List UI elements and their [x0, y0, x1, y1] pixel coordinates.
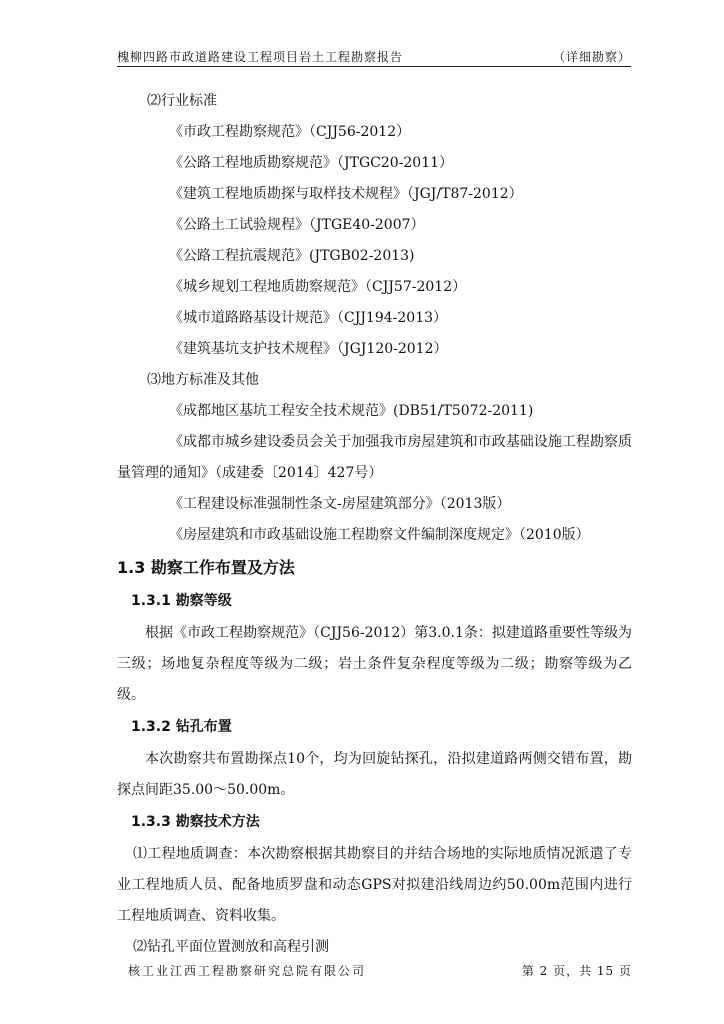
paragraph — [117, 839, 632, 932]
section-heading: ⑵行业标准 — [147, 93, 217, 109]
list-item: 《城乡规划工程地质勘察规范》（CJJ57-2012） — [169, 279, 467, 295]
section-heading: ⑶地方标准及其他 — [147, 372, 259, 388]
list-item: 《城市道路路基设计规范》（CJJ194-2013） — [169, 310, 448, 326]
paragraph — [117, 744, 632, 806]
subsection-title: 1.3.1 勘察等级 — [131, 593, 232, 609]
list-item: 《建筑工程地质勘探与取样技术规程》（JGJ/T87-2012） — [169, 186, 523, 202]
section-title: 1.3 勘察工作布置及方法 — [117, 558, 295, 577]
list-item-text: 《成都市城乡建设委员会关于加强我市房屋建筑和市政基础设施工程勘察质量管理的通知》（成建委〔2014〕427号） — [117, 434, 632, 481]
list-item: 《房屋建筑和市政基础设施工程勘察文件编制深度规定》（2010版） — [169, 527, 590, 543]
list-item: 《建筑基坑支护技术规程》（JGJ120-2012） — [169, 341, 448, 357]
list-item: 《公路工程抗震规范》(JTGB02-2013) — [169, 248, 415, 264]
list-item: 《公路土工试验规程》（JTGE40-2007） — [169, 217, 425, 233]
list-item: 《工程建设标准强制性条文-房屋建筑部分》（2013版） — [169, 496, 511, 512]
page-footer — [128, 962, 632, 979]
list-item: 《成都地区基坑工程安全技术规范》(DB51/T5072-2011) — [169, 403, 534, 419]
header-title: 槐柳四路市政道路建设工程项目岩土工程勘察报告 — [117, 50, 404, 64]
list-item: ⑵钻孔平面位置测放和高程引测 — [133, 939, 329, 955]
paragraph-text: ⑴工程地质调查：本次勘察根据其勘察目的并结合场地的实际地质情况派遣了专业工程地质人员、配备地质罗盘和动态GPS对拟建沿线周边约50.00m范围内进行工程地质调查、资料收集。 — [117, 846, 632, 924]
list-item: 《市政工程勘察规范》（CJJ56-2012） — [169, 124, 411, 140]
header-stage: （详细勘察） — [552, 50, 631, 64]
paragraph — [117, 618, 632, 711]
list-item-wrapped — [117, 427, 632, 489]
paragraph-text: 根据《市政工程勘察规范》（CJJ56-2012）第3.0.1条：拟建道路重要性等级为三级；场地复杂程度等级为二级；岩土条件复杂程度等级为二级；勘察等级为乙级。 — [117, 625, 632, 703]
subsection-title: 1.3.3 勘察技术方法 — [131, 814, 260, 830]
list-item: 《公路工程地质勘察规范》（JTGC20-2011） — [169, 155, 454, 171]
document-body — [117, 86, 632, 963]
footer-company: 核工业江西工程勘察研究总院有限公司 — [128, 964, 367, 978]
subsection-title: 1.3.2 钻孔布置 — [131, 719, 232, 735]
page-header — [117, 46, 631, 67]
page-number: 第 2 页，共 15 页 — [521, 964, 632, 978]
paragraph-text: 本次勘察共布置勘探点10个，均为回旋钻探孔，沿拟建道路两侧交错布置，勘探点间距35.00～50.00m。 — [117, 751, 632, 798]
